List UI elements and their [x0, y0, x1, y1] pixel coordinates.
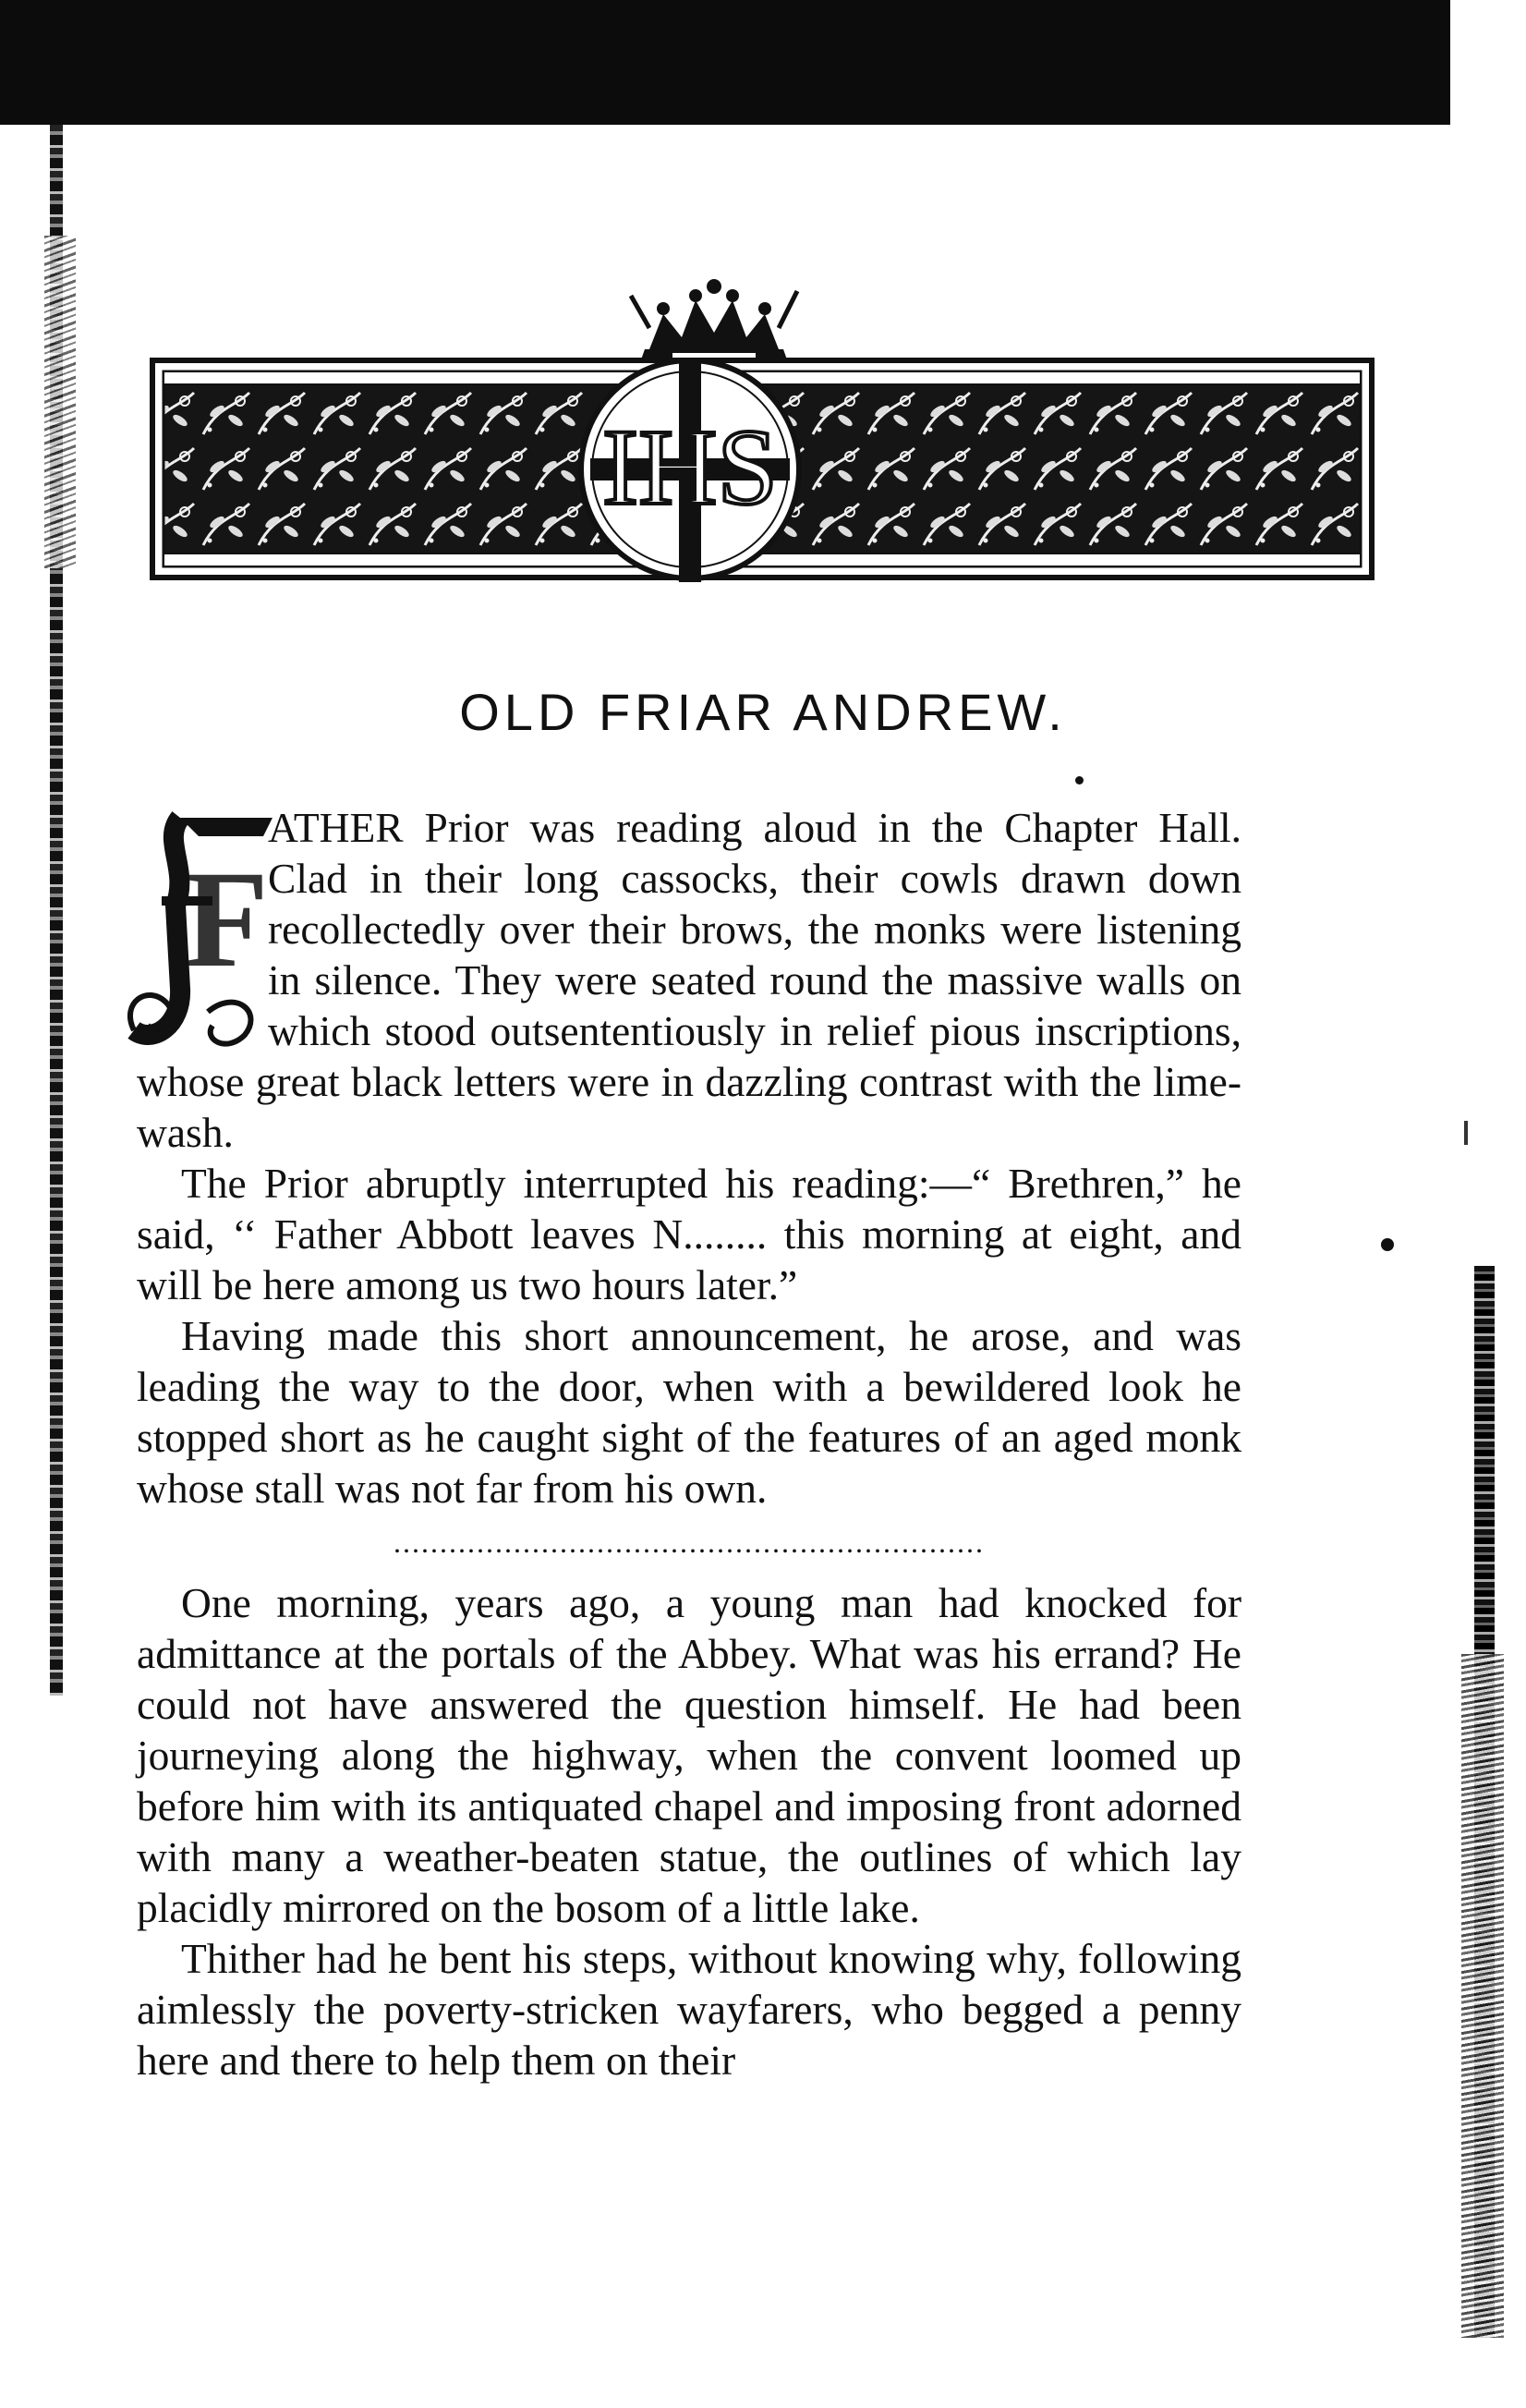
paragraph-3: Having made this short announcement, he arose, and was leading the way to the door, when with a bewildered look he stopped short as he caught sight of the features of an aged monk whose stall was not far from his own. [137, 1312, 1241, 1512]
ihs-monogram: IHS [601, 407, 779, 528]
story-text [137, 802, 1241, 2086]
ihs-header-ornament [143, 277, 1381, 591]
ink-speck [1381, 1238, 1394, 1251]
paragraph-1-text: ATHER Prior was reading aloud in the Chapter Hall. Clad in their long cassocks, their cowls drawn down recollectedly over their brows, the monks were listening in silence. They were seated round the massive walls on which stood outsententiously in relief pious inscriptions, whose great black letters were in dazzling contrast with the lime-wash. [137, 804, 1241, 1156]
drop-cap-letter: F [184, 843, 269, 996]
dotted-separator: ................................................................ [394, 1526, 985, 1559]
scan-right-edge [1459, 1266, 1508, 2338]
paragraph-4: One morning, years ago, a young man had knocked for admittance at the portals of the Abbey. What was his errand? He could not have answered the question himself. He had been journeying along the highway, when the convent loomed up before him with its antiquated chapel and imposing front adorned with many a weather-beaten statue, the outlines of which lay placidly mirrored on the bosom of a little lake. [137, 1579, 1241, 1931]
paragraph-5: Thither had he bent his steps, without knowing why, following aimlessly the poverty-stricken wayfarers, who begged a penny here and there to help them on their [137, 1935, 1241, 2084]
ink-speck [1075, 776, 1084, 784]
chapter-title: OLD FRIAR ANDREW. [459, 683, 1067, 741]
scan-left-edge [44, 125, 78, 1696]
ink-speck [1464, 1121, 1468, 1145]
scan-top-edge [0, 0, 1450, 125]
paragraph-2: The Prior abruptly interrupted his reading:—“ Brethren,” he said, ‘‘ Father Abbott leaves N........ this morning at eight, and will be here among us two hours later.” [137, 1160, 1241, 1308]
paragraph-1 [137, 802, 1241, 1158]
